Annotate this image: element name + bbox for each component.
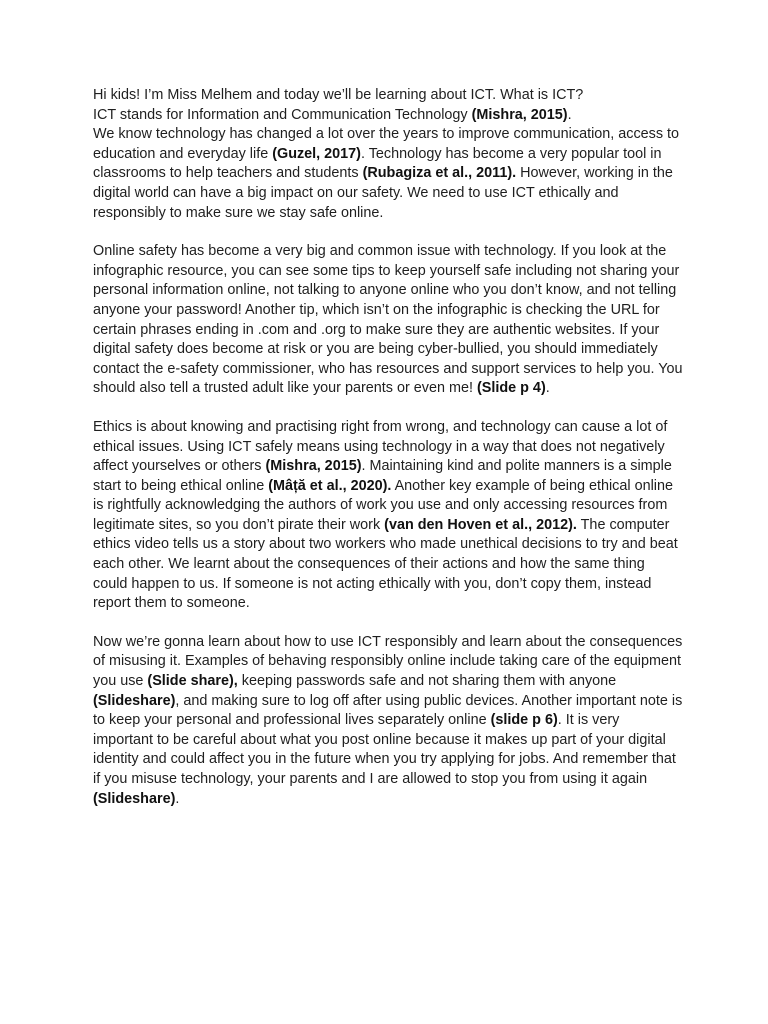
body-text: .: [175, 790, 180, 807]
citation: (Guzel, 2017): [272, 145, 361, 162]
body-text: , and making sure to log off after using public devices. Another important note is to keep your personal and professional lives separately online: [93, 692, 683, 729]
document-body: [93, 86, 683, 809]
citation: (Mishra, 2015): [265, 458, 362, 475]
body-text: Online safety has become a very big and common issue with technology. If you look at the infographic resource, you can see some tips to keep yourself safe including not sharing your personal information online, not talking to anyone online who you don’t know, and not telling anyone your password! Another tip, which isn’t on the infographic is checking the URL for certain phrases ending in .com and .org to make sure they are authentic websites. If your digital safety does become at risk or you are being cyber-bullied, you should immediately contact the e-safety commissioner, who has resources and support services to help you. You should also tell a trusted adult like your parents or even me!: [93, 243, 683, 397]
body-text: .: [567, 106, 572, 123]
paragraph-intro: [93, 86, 683, 223]
body-text: Another key example of being ethical online is rightfully acknowledging the authors of work you use and only accessing resources from legitimate sites, so you don’t pirate their work: [93, 477, 673, 533]
citation: (slide p 6): [490, 712, 558, 729]
paragraph-online-safety: [93, 242, 683, 399]
citation: (Slide share),: [147, 673, 238, 690]
citation: (Mâță et al., 2020).: [268, 477, 392, 494]
paragraph-responsibility: [93, 633, 683, 809]
citation: (Slide p 4): [476, 380, 546, 397]
body-text: The computer ethics video tells us a story about two workers who made unethical decisions to try and beat each other. We learnt about the consequences of their actions and how the same thing could happen to us. If someone is not acting ethically with you, don’t copy them, instead report them to someone.: [93, 516, 678, 612]
body-text: . Technology has become a very popular tool in classrooms to help teachers and students: [93, 145, 662, 182]
citation: (van den Hoven et al., 2012).: [384, 516, 577, 533]
body-text: Hi kids! I’m Miss Melhem and today we’ll be learning about ICT. What is ICT?: [93, 87, 584, 103]
body-text: .: [545, 380, 550, 397]
body-text: . Maintaining kind and polite manners is a simple start to being ethical online: [93, 458, 672, 494]
body-text: keeping passwords safe and not sharing them with anyone: [237, 673, 617, 690]
body-text: We know technology has changed a lot over the years to improve communication, access to education and everyday life: [93, 126, 680, 162]
paragraph-ethics: [93, 418, 683, 614]
body-text: However, working in the digital world can have a big impact on our safety. We need to use ICT ethically and responsibly to make sure we stay safe online.: [93, 165, 673, 221]
body-text: . It is very important to be careful about what you post online because it makes up part of your digital identity and could affect you in the future when you try applying for jobs. And remember that if you misuse technology, your parents and I are allowed to stop you from using it again: [93, 712, 676, 787]
citation: (Slideshare): [93, 692, 176, 709]
citation: (Slideshare): [93, 790, 176, 807]
body-text: ICT stands for Information and Communication Technology: [93, 106, 472, 123]
citation: (Rubagiza et al., 2011).: [362, 165, 517, 182]
citation: (Mishra, 2015): [471, 106, 568, 123]
body-text: Now we’re gonna learn about how to use ICT responsibly and learn about the consequences of misusing it. Examples of behaving responsibly online include taking care of the equipment you use: [93, 633, 683, 690]
body-text: Ethics is about knowing and practising right from wrong, and technology can cause a lot of ethical issues. Using ICT safely means using technology in a way that does not negatively affect yourselves or others: [93, 418, 668, 475]
